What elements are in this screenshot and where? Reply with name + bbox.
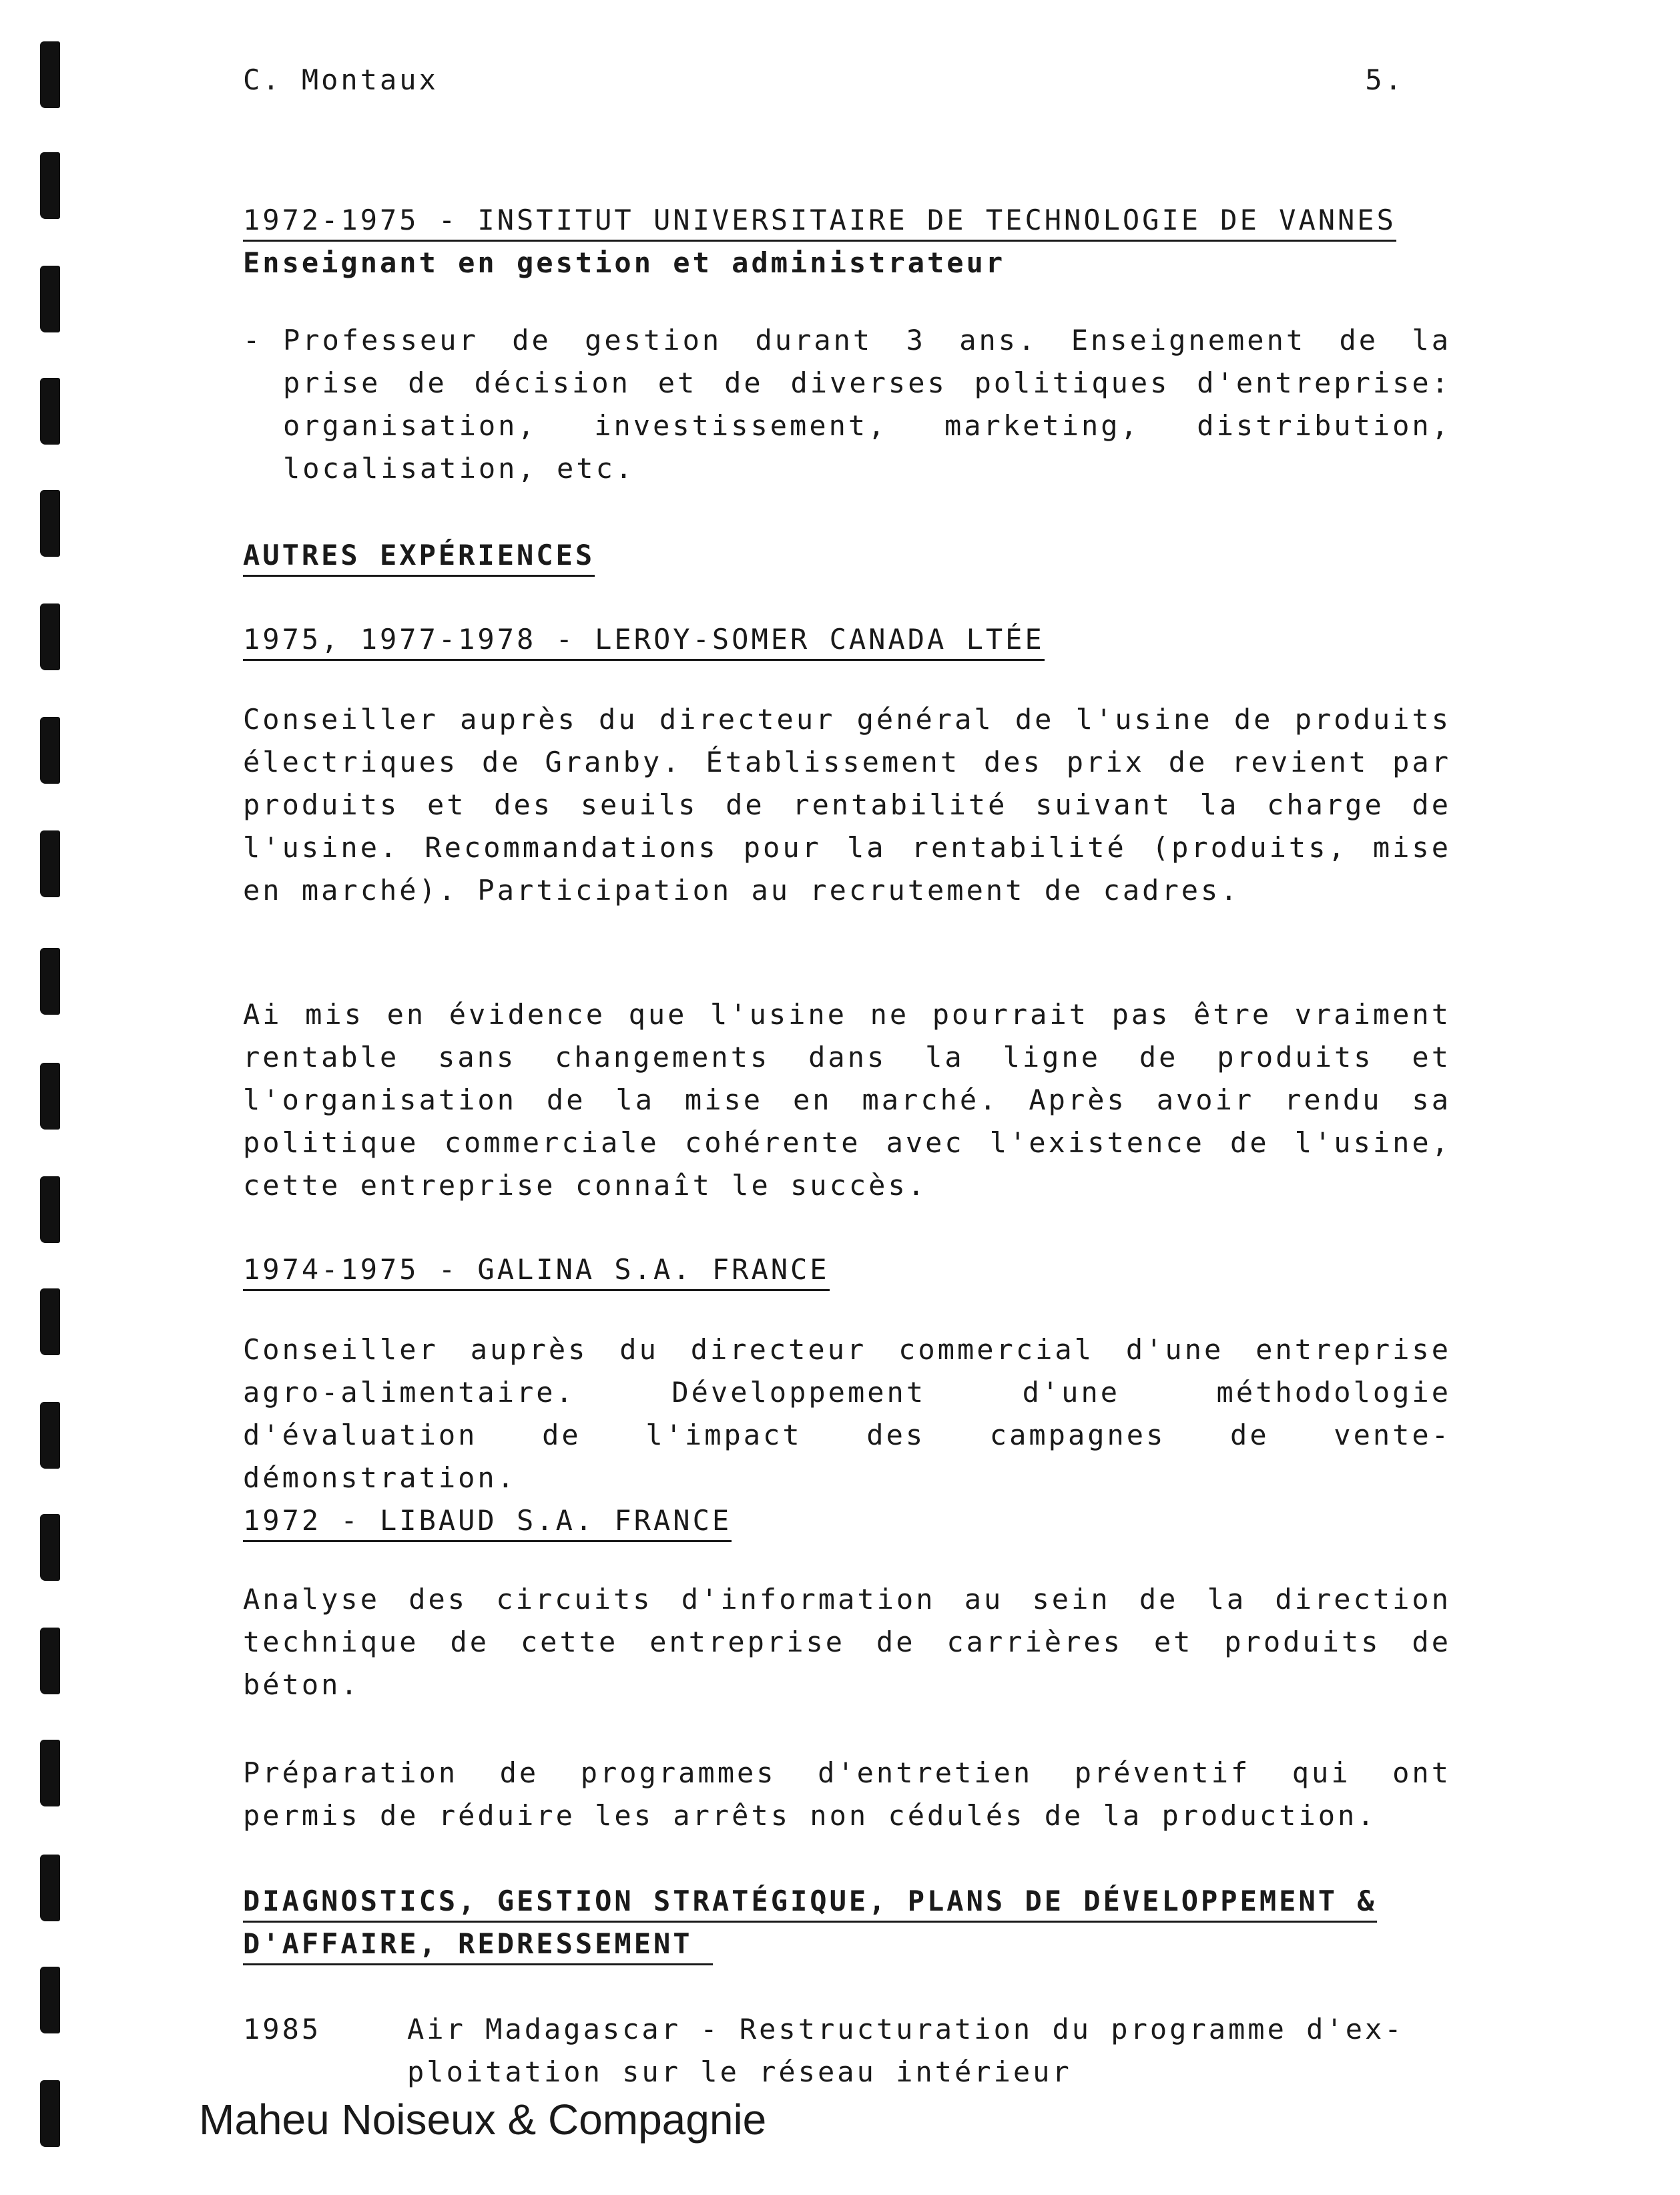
section-heading: 1975, 1977-1978 - LEROY-SOMER CANADA LTÉE [243,620,1045,661]
role-title: Enseignant en gestion et administrateur [243,246,1006,279]
binder-hole [40,1288,60,1355]
paragraph-text: Ai mis en évidence que l'usine ne pourrait pas être vraiment rentable sans changements dans la ligne de produits et l'organisation de la mise en marché. Après avoir rendu sa politique commerciale cohérente avec l'existence de l'usine, cette entreprise connaît le succès. [243,998,1451,1202]
binder-hole [40,1740,60,1806]
section-iut [243,199,1451,284]
binder-hole [40,1628,60,1694]
section-heading: 1972 - LIBAUD S.A. FRANCE [243,1501,732,1542]
section-heading: AUTRES EXPÉRIENCES [243,536,595,577]
binder-hole [40,266,60,332]
bullet-item [243,319,1451,490]
section-leroy [243,618,1451,661]
bullet-dash: - [243,324,263,356]
paragraph-text: Conseiller auprès du directeur général de l'usine de produits électriques de Granby. Établissement des prix de revient par produits et des seuils de rentabilité suivant la charge de l'usine. Recommandations pour la rentabilité (produits, mise en marché). Participation au recrutement de cadres. [243,703,1451,907]
paragraph [243,1578,1451,1706]
section-autres [243,534,1451,577]
section-heading-line2: D'AFFAIRE, REDRESSEMENT [243,1925,713,1965]
section-libaud [243,1499,1451,1542]
section-galina [243,1248,1451,1291]
paragraph [243,993,1451,1207]
company-footer: Maheu Noiseux & Compagnie [199,2096,767,2144]
binder-hole [40,490,60,557]
section-heading-line1: DIAGNOSTICS, GESTION STRATÉGIQUE, PLANS DE DÉVELOPPEMENT & [243,1882,1377,1923]
binder-hole [40,1967,60,2033]
paragraph-text: Analyse des circuits d'information au sein de la direction technique de cette entreprise de carrières et produits de béton. [243,1583,1451,1701]
entry-line: Air Madagascar - Restructuration du programme d'ex- [407,2013,1404,2045]
page-number: 5. [1365,63,1404,96]
list-item [243,2008,1451,2094]
binder-hole [40,1514,60,1581]
paragraph-text: Conseiller auprès du directeur commercial d'une entreprise agro-alimentaire. Développement d'une méthodologie d'évaluation de l'impact des campagnes de vente-démonstration. [243,1333,1451,1494]
binder-hole [40,41,60,108]
author-name: C. Montaux [243,63,439,96]
binder-hole [40,603,60,670]
binder-hole [40,152,60,219]
section-diagnostics [243,1880,1451,1965]
bullet-text: Professeur de gestion durant 3 ans. Enseignement de la prise de décision et de diverses politiques d'entreprise: organisation, investissement, marketing, distribution, localisation, etc. [283,324,1451,485]
binder-hole [40,948,60,1015]
paragraph [243,1752,1451,1837]
binder-hole [40,2080,60,2147]
entry-line: ploitation sur le réseau intérieur [407,2055,1072,2088]
binder-hole [40,717,60,784]
binder-hole [40,1176,60,1243]
paragraph-text: Préparation de programmes d'entretien préventif qui ont permis de réduire les arrêts non cédulés de la production. [243,1756,1451,1832]
section-heading: 1974-1975 - GALINA S.A. FRANCE [243,1250,830,1291]
page-header [243,59,1404,101]
binder-hole [40,830,60,897]
paragraph [243,1328,1451,1499]
entry-year: 1985 [243,2013,322,2045]
binder-hole [40,1402,60,1469]
section-heading: 1972-1975 - INSTITUT UNIVERSITAIRE DE TECHNOLOGIE DE VANNES [243,201,1396,242]
binder-hole [40,1063,60,1130]
binder-hole [40,378,60,445]
binder-hole [40,1855,60,1921]
paragraph [243,698,1451,912]
